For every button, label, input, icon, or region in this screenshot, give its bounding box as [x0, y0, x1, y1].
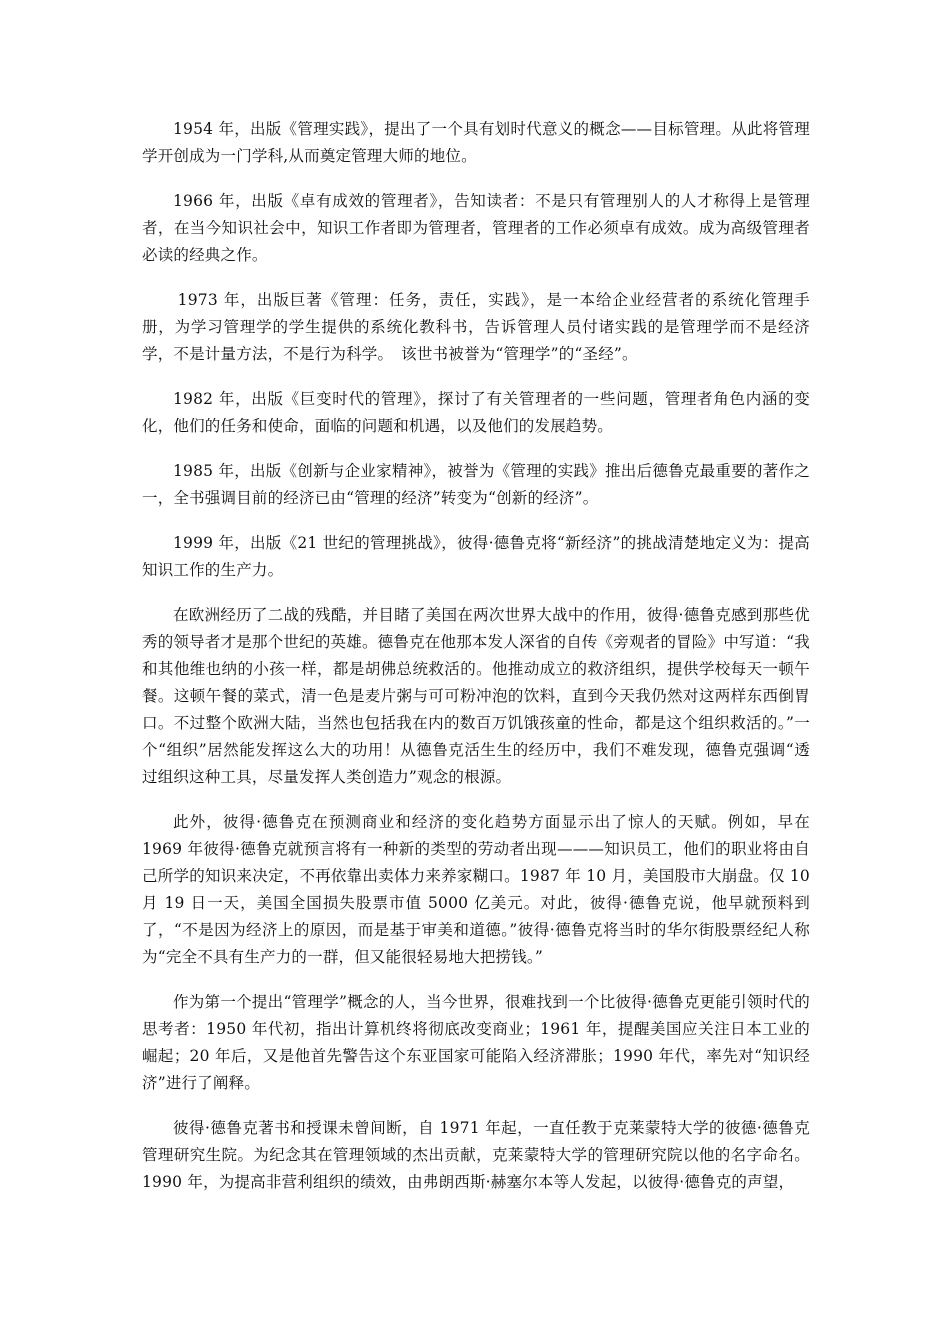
paragraph-1973: 1973 年，出版巨著《管理：任务，责任，实践》，是一本给企业经营者的系统化管理手册，为学习管理学的学生提供的系统化教科书，告诉管理人员付诸实践的是管理学而不是经济学，不是计量方法，不是行为科学。 该世书被誉为“管理学”的“圣经”。 [142, 291, 810, 363]
paragraph-thinker: 作为第一个提出“管理学”概念的人，当今世界，很难找到一个比彼得·德鲁克更能引领时代的思考者：1950 年代初，指出计算机终将彻底改变商业；1961 年，提醒美国应关注日本工业的崛起；20 年后，又是他首先警告这个东亚国家可能陷入经济滞胀；1990 年代，率先对“知识经济”进行了阐释。 [142, 993, 810, 1092]
paragraph-europe: 在欧洲经历了二战的残酷，并目睹了美国在两次世界大战中的作用，彼得·德鲁克感到那些优秀的领导者才是那个世纪的英雄。德鲁克在他那本发人深省的自传《旁观者的冒险》中写道：“我和其他维也纳的小孩一样，都是胡佛总统救活的。他推动成立的救济组织，提供学校每天一顿午餐。这顿午餐的菜式，清一色是麦片粥与可可粉冲泡的饮料，直到今天我仍然对这两样东西倒胃口。不过整个欧洲大陆，当然也包括我在内的数百万饥饿孩童的性命，都是这个组织救活的。”一个“组织”居然能发挥这么大的功用！从德鲁克活生生的经历中，我们不难发现，德鲁克强调“透过组织这种工具，尽量发挥人类创造力”观念的根源。 [142, 606, 810, 786]
paragraph-1985: 1985 年，出版《创新与企业家精神》，被誉为《管理的实践》推出后德鲁克最重要的著作之一，全书强调目前的经济已由“管理的经济”转变为“创新的经济”。 [142, 462, 810, 507]
paragraph-1982: 1982 年，出版《巨变时代的管理》，探讨了有关管理者的一些问题，管理者角色内涵的变化，他们的任务和使命，面临的问题和机遇，以及他们的发展趋势。 [142, 390, 810, 435]
paragraph-1954: 1954 年，出版《管理实践》，提出了一个具有划时代意义的概念——目标管理。从此将管理学开创成为一门学科,从而奠定管理大师的地位。 [142, 120, 810, 165]
paragraph-predictions: 此外，彼得·德鲁克在预测商业和经济的变化趋势方面显示出了惊人的天赋。例如，早在 1969 年彼得·德鲁克就预言将有一种新的类型的劳动者出现———知识员工，他们的职业将由自己所学的知识来决定，不再依靠出卖体力来养家糊口。1987 年 10 月，美国股市大崩盘。仅 10 月 19 日一天，美国全国损失股票市值 5000 亿美元。对此，彼得·德鲁克说，他早就预料到了，“不是因为经济上的原因，而是基于审美和道德。”彼得·德鲁克将当时的华尔街股票经纪人称为“完全不具有生产力的一群，但又能很轻易地大把捞钱。” [142, 813, 810, 966]
paragraph-teaching: 彼得·德鲁克著书和授课未曾间断，自 1971 年起，一直任教于克莱蒙特大学的彼德·德鲁克管理研究生院。为纪念其在管理领域的杰出贡献，克莱蒙特大学的管理研究院以他的名字命名。1990 年，为提高非营利组织的绩效，由弗朗西斯·赫塞尔本等人发起，以彼得·德鲁克的声望， [142, 1119, 810, 1191]
paragraph-1966: 1966 年，出版《卓有成效的管理者》，告知读者：不是只有管理别人的人才称得上是管理者，在当今知识社会中，知识工作者即为管理者，管理者的工作必须卓有成效。成为高级管理者必读的经典之作。 [142, 192, 810, 264]
paragraph-1999: 1999 年，出版《21 世纪的管理挑战》，彼得·德鲁克将“新经济”的挑战清楚地定义为：提高知识工作的生产力。 [142, 534, 810, 579]
document-body [142, 116, 810, 1214]
